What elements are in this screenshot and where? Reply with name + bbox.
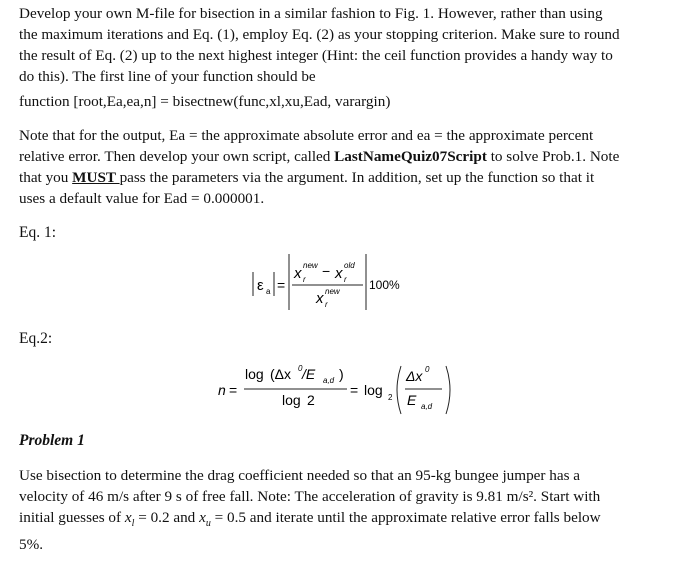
must-emphasis: MUST <box>72 169 120 186</box>
eq1-sup-new-denom: new <box>325 287 340 296</box>
eq1-percent: 100% <box>369 278 400 292</box>
eq2-denom-two: 2 <box>307 392 315 408</box>
xl-var <box>124 509 135 530</box>
intro-line-3: the result of Eq. (2) up to the next highest integer (Hint: the ceil function provides a handy way to <box>19 47 613 64</box>
xl-x: x <box>124 509 132 526</box>
problem-title: Problem 1 <box>19 432 85 449</box>
note-line-2-post: to solve Prob.1. Note <box>486 148 620 165</box>
eq1-sup-old: old <box>344 261 355 270</box>
eq1-sub-r3: r <box>325 300 328 309</box>
eq2-big-paren-left <box>397 366 401 414</box>
note-line-2 <box>19 146 649 167</box>
xu-x: x <box>199 509 206 526</box>
eq1-equals: = <box>277 277 286 293</box>
eq1-sub-r1: r <box>303 275 306 284</box>
function-signature: function [root,Ea,ea,n] = bisectnew(func,xl,xu,Ead, varargin) <box>19 93 391 110</box>
eq2-n: n <box>218 382 226 398</box>
problem-line-3-b: = 0.2 and <box>134 509 200 526</box>
eq1-x-new: x <box>294 265 302 282</box>
eq2-log2: log <box>364 382 383 398</box>
eq2-log-base: 2 <box>388 393 393 402</box>
eq2-sup-zero: 0 <box>298 364 303 373</box>
eq1-minus: − <box>322 263 331 279</box>
intro-line-4: do this). The first line of your function should be <box>19 68 316 85</box>
eq2-sup-zero-2: 0 <box>425 365 430 374</box>
problem-line-1: Use bisection to determine the drag coefficient needed so that an 95-kg bungee jumper has a <box>19 467 581 484</box>
note-line-3 <box>19 167 649 188</box>
intro-line-2: the maximum iterations and Eq. (1), employ Eq. (2) as your stopping criterion. Make sure to round <box>19 26 620 43</box>
eq1-epsilon: ε <box>257 277 264 294</box>
eq1-label: Eq. 1: <box>19 224 57 241</box>
eq2-equals-2: = <box>350 382 359 398</box>
eq1-sub-a: a <box>266 287 271 296</box>
eq2-formula <box>218 358 478 420</box>
xu-sub: u <box>205 518 211 530</box>
eq2-sub-ad-2: a,d <box>421 402 433 411</box>
eq2-big-paren-right <box>446 366 450 414</box>
eq2-slash-e: /E <box>302 366 316 382</box>
eq2-log-denom: log <box>282 392 301 408</box>
xu-var <box>199 509 211 530</box>
eq2-dx: Δx <box>406 368 423 384</box>
eq1-sup-new: new <box>303 261 318 270</box>
problem-line-3 <box>19 507 649 534</box>
note-line-3-pre: that you <box>19 169 73 186</box>
eq1-formula <box>248 252 418 314</box>
note-line-3-post: pass the parameters via the argument. In addition, set up the function so that it <box>119 169 595 186</box>
eq2-close-paren: ) <box>339 366 344 382</box>
xl-sub: l <box>131 518 135 530</box>
note-line-1: Note that for the output, Ea = the approximate absolute error and ea = the approximate percent <box>19 127 594 144</box>
eq1-sub-r2: r <box>344 275 347 284</box>
eq1-x-old: x <box>335 265 343 282</box>
note-line-4: uses a default value for Ead = 0.000001. <box>19 190 265 207</box>
intro-line-1: Develop your own M-file for bisection in a similar fashion to Fig. 1. However, rather than using <box>19 5 603 22</box>
eq2-paren-dx: (Δx <box>270 366 292 382</box>
eq2-sub-ad-1: a,d <box>323 376 335 385</box>
eq1-x-denom: x <box>316 290 324 307</box>
eq2-equals-1: = <box>229 382 238 398</box>
problem-line-3-a: initial guesses of <box>19 509 125 526</box>
note-line-2-pre: relative error. Then develop your own script, called <box>19 148 335 165</box>
eq2-log-num: log <box>245 366 264 382</box>
problem-paragraph <box>19 465 649 555</box>
eq2-E: E <box>407 392 417 408</box>
script-name: LastNameQuiz07Script <box>334 148 487 165</box>
problem-line-4: 5%. <box>19 536 44 554</box>
eq2-label: Eq.2: <box>19 330 53 347</box>
intro-paragraph <box>19 3 649 87</box>
problem-line-2: velocity of 46 m/s after 9 s of free fall. Note: The acceleration of gravity is 9.81 m/s². Start with <box>19 488 601 505</box>
note-paragraph <box>19 125 649 209</box>
problem-line-3-c: = 0.5 and iterate until the approximate relative error falls below <box>210 509 601 526</box>
